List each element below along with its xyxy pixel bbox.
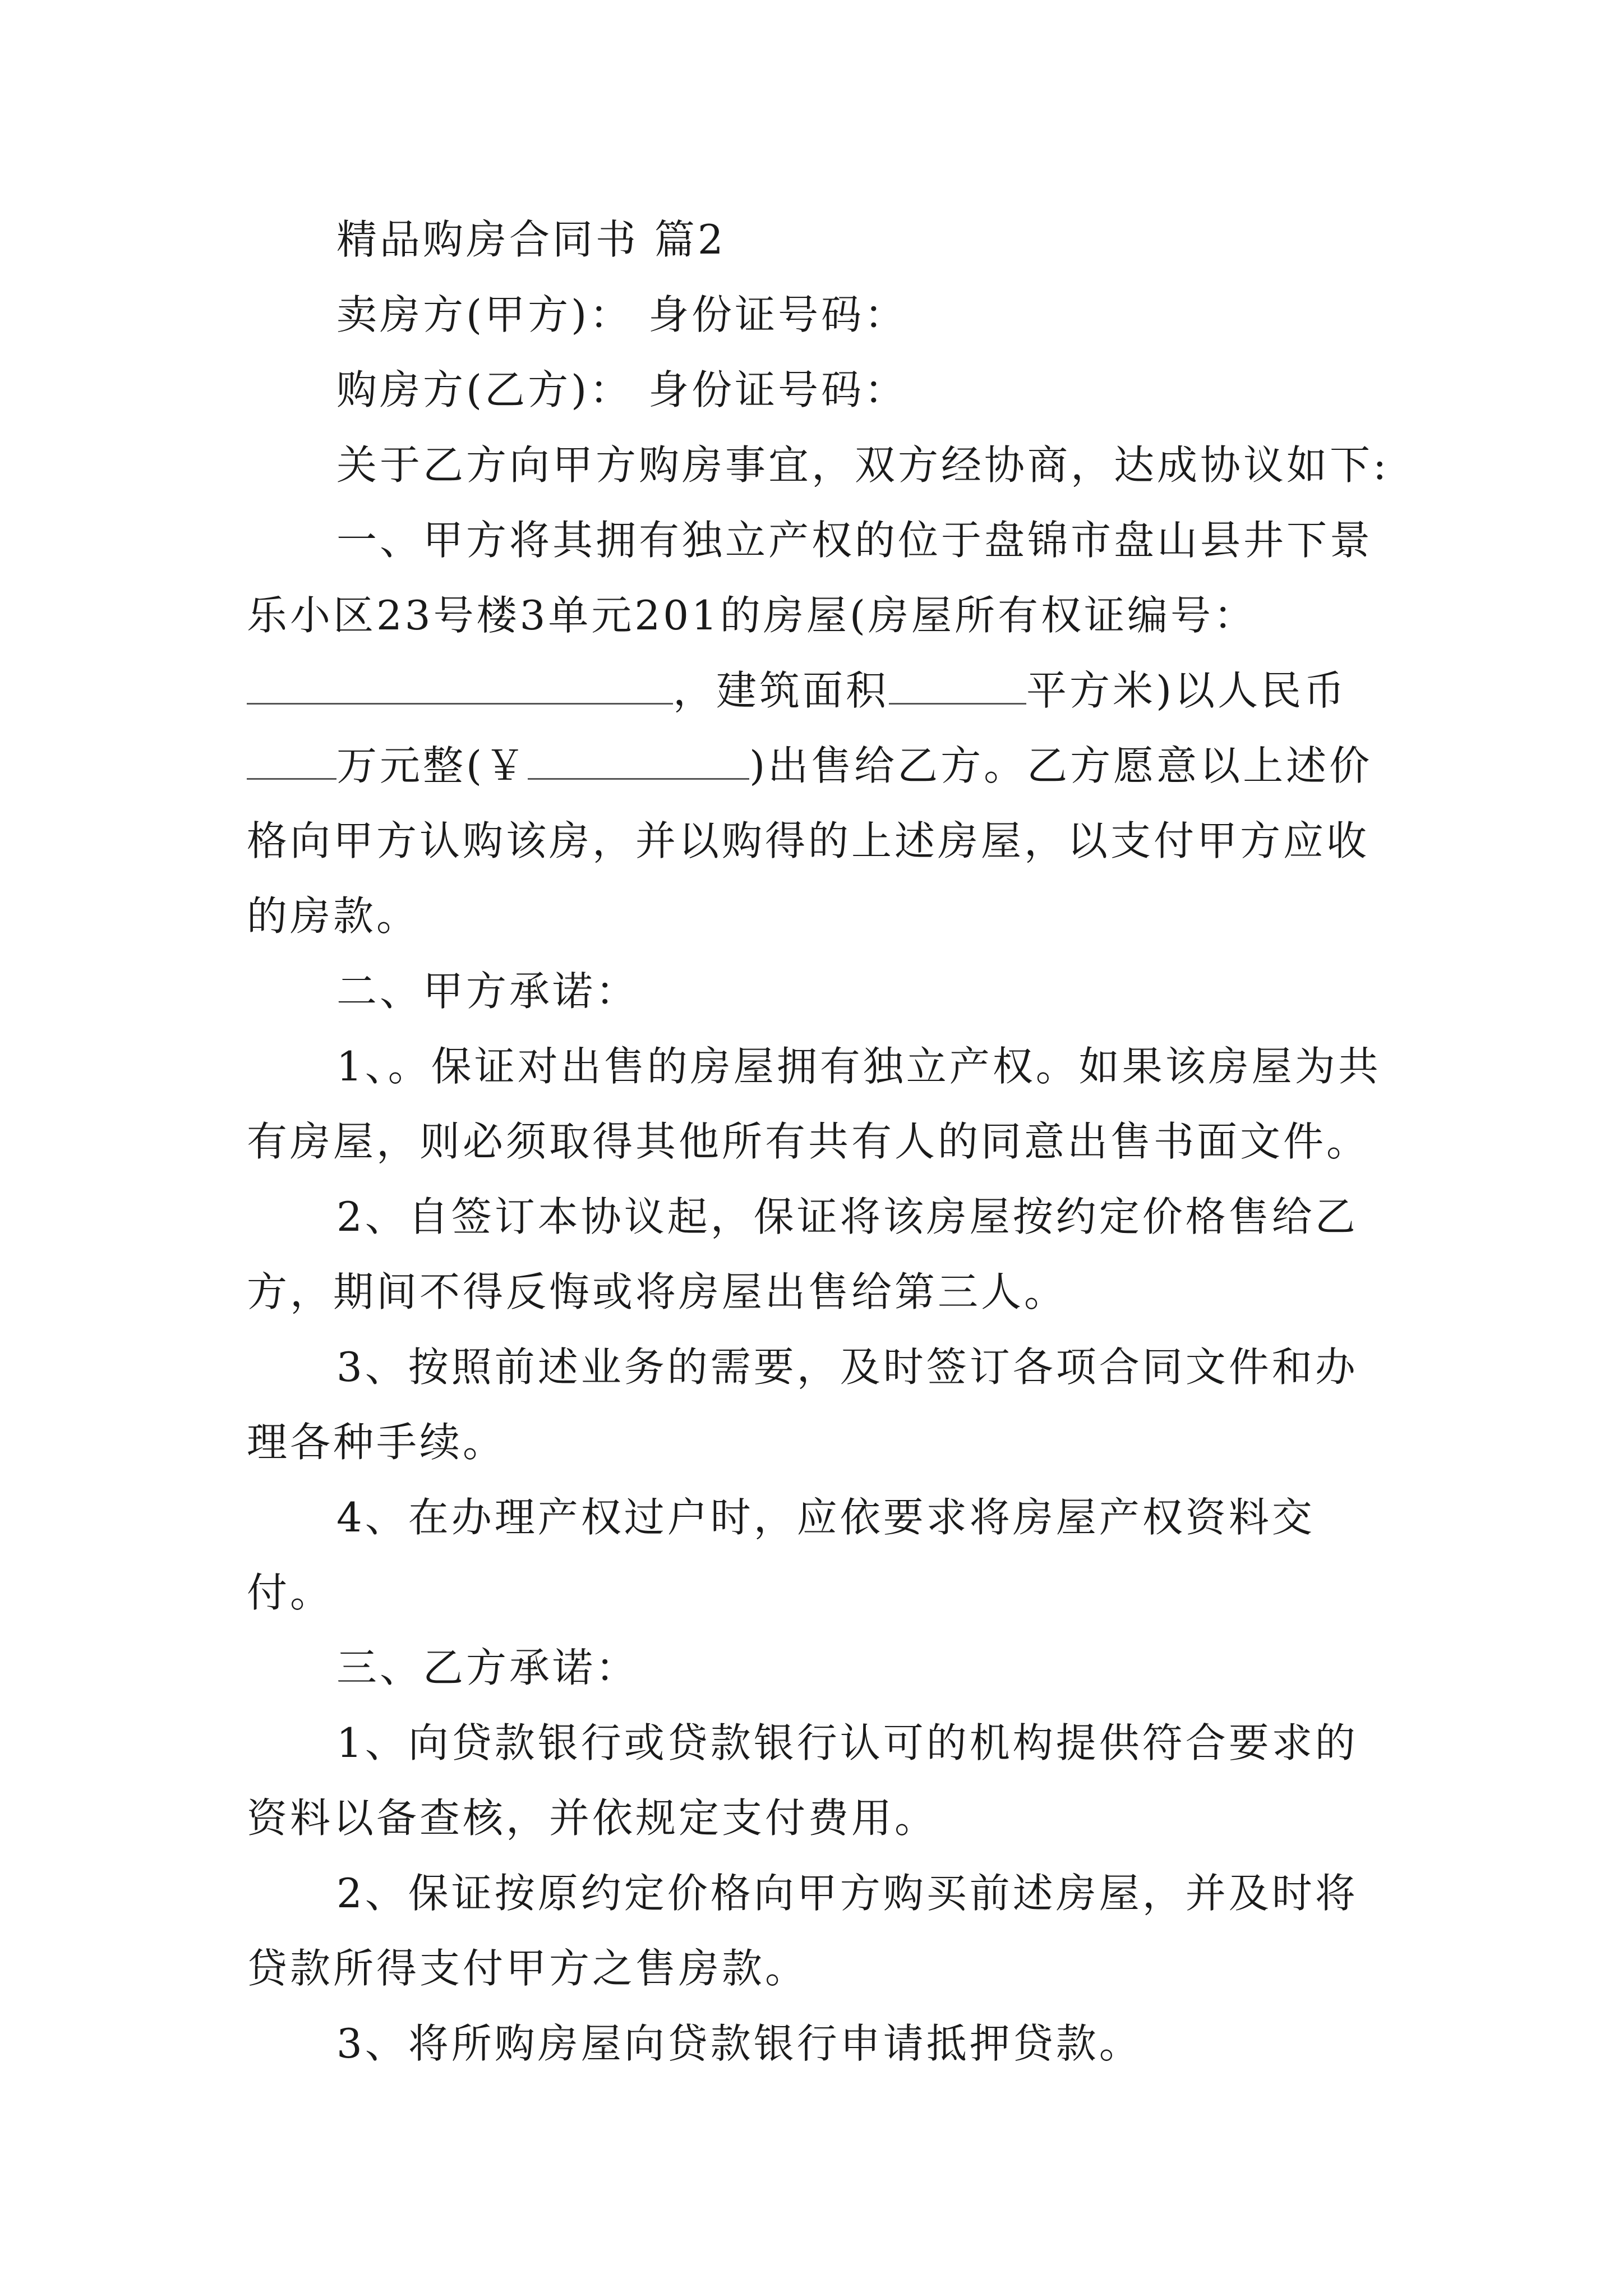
seller-line: 卖房方(甲方)： 身份证号码：	[336, 291, 908, 338]
section-3-item: 1、向贷款银行或贷款银行认可的机构提供符合要求的资料以备查核，并依规定支付费用。	[247, 1719, 1358, 1842]
section-2-item: 1、。保证对出售的房屋拥有独立产权。如果该房屋为共有房屋，则必须取得其他所有共有人的同意出售书面文件。	[247, 1043, 1381, 1165]
section-3-item: 3、将所购房屋向贷款银行申请抵押贷款。	[336, 2020, 1142, 2067]
document-body	[247, 202, 1390, 2081]
price-wan-blank	[247, 738, 336, 780]
document-title: 精品购房合同书 篇2	[336, 216, 726, 263]
intro-paragraph: 关于乙方向甲方购房事宜，双方经协商，达成协议如下:	[336, 441, 1390, 489]
section-3-item: 2、保证按原约定价格向甲方购买前述房屋，并及时将贷款所得支付甲方之售房款。	[247, 1870, 1358, 1992]
certificate-number-blank	[247, 662, 673, 705]
clause-1-paragraph	[247, 503, 1385, 954]
price-yuan-blank	[528, 738, 749, 780]
section-3-heading: 三、乙方承诺：	[336, 1644, 639, 1691]
clause-1-text-a: 一、甲方将其拥有独立产权的位于盘锦市盘山县井下景乐小区23号楼3单元201的房屋(房屋所有权证编号：	[247, 517, 1373, 639]
section-2-item: 4、在办理产权过户时，应依要求将房屋产权资料交付。	[247, 1494, 1315, 1616]
clause-1-text-e: )出售给乙方。乙方愿意以上述价格向甲方认购该房，并以购得的上述房屋，以支付甲方应收的房款。	[247, 742, 1373, 940]
clause-1-text-b: ，建筑面积	[673, 667, 889, 714]
section-2-heading: 二、甲方承诺：	[336, 968, 639, 1015]
section-2-item: 3、按照前述业务的需要，及时签订各项合同文件和办理各种手续。	[247, 1343, 1358, 1466]
clause-1-text-d: 万元整(￥	[336, 742, 528, 789]
clause-1-text-c: 平方米)以人民币	[1026, 667, 1348, 714]
buyer-line: 购房方(乙方)： 身份证号码：	[336, 366, 908, 413]
section-2-item: 2、自签订本协议起，保证将该房屋按约定价格售给乙方，期间不得反悔或将房屋出售给第三人。	[247, 1193, 1358, 1315]
floor-area-blank	[889, 662, 1026, 705]
